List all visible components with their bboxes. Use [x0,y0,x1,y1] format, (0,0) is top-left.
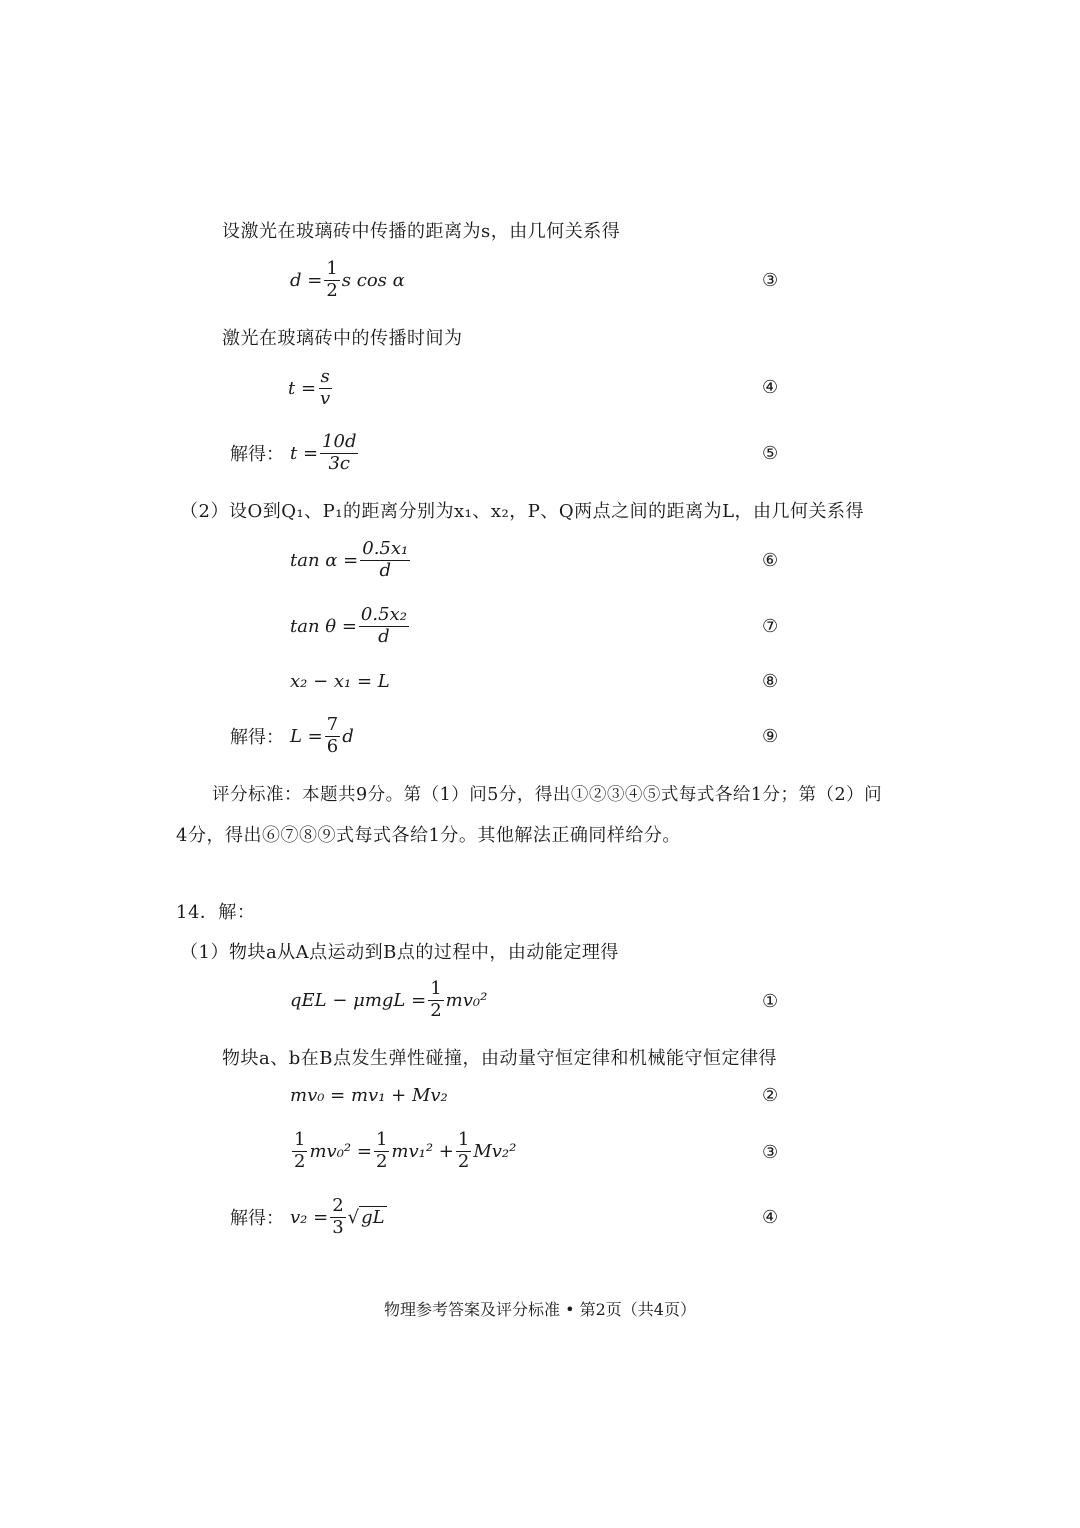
q14-equation-3-number: ③ [762,1142,779,1163]
q14-eq1-den: 2 [430,999,442,1021]
q14-eq4-num: 2 [332,1195,344,1216]
eq9-lhs: L = [290,725,323,747]
eq4-lhs: t = [288,377,317,399]
eq7-lhs: tan θ = [290,615,357,637]
eq9-den: 6 [326,735,339,757]
equation-8-number: ⑧ [762,671,779,692]
eq7-num: 0.5x₂ [360,604,407,625]
eq9-num: 7 [326,714,339,735]
q14-eq3-a-num: 1 [294,1129,306,1150]
question-14-title: 14．解： [176,902,256,923]
eq3-num: 1 [326,258,338,279]
eq4-num: s [320,366,330,387]
paragraph-distance: 设激光在玻璃砖中传播的距离为s，由几何关系得 [222,221,621,242]
q14-eq3-c-den: 2 [457,1150,470,1172]
solve-label-1: 解得： [230,444,284,466]
equation-4 [288,368,334,409]
equation-6-number: ⑥ [762,550,779,571]
q14-equation-4-number: ④ [762,1207,779,1228]
q14-equation-1-number: ① [762,991,779,1012]
q14-equation-3 [290,1131,516,1172]
scoring-line-1: 评分标准：本题共9分。第（1）问5分，得出①②③④⑤式每式各给1分；第（2）问 [212,785,883,805]
page-footer: 物理参考答案及评分标准 • 第2页（共4页） [384,1300,696,1319]
eq6-num: 0.5x₁ [362,538,409,559]
q14-eq4-den: 3 [332,1216,344,1238]
q14-eq1-lhs: qEL − μmgL = [290,989,427,1011]
scoring-line-2: 4分，得出⑥⑦⑧⑨式每式各给1分。其他解法正确同样给分。 [176,825,681,846]
equation-3 [290,260,405,301]
q14-eq2-text: mv₀ = mv₁ + Mv₂ [290,1085,448,1106]
q14-eq3-b-rest: mv₁² + [391,1140,454,1162]
equation-8 [290,671,390,692]
paragraph-time: 激光在玻璃砖中的传播时间为 [222,328,463,349]
equation-7-number: ⑦ [762,616,779,637]
q14-eq3-c-num: 1 [457,1129,470,1150]
q14-equation-2-number: ② [762,1085,779,1106]
equation-9 [230,716,354,757]
equation-4-number: ④ [762,377,779,398]
q14-equation-2 [290,1085,448,1106]
eq4-den: v [320,387,331,409]
equation-9-number: ⑨ [762,726,779,747]
eq7-den: d [378,625,390,647]
eq5-den: 3c [328,452,351,474]
question-2-intro: （2）设O到Q₁、P₁的距离分别为x₁、x₂，P、Q两点之间的距离为L，由几何关系得 [180,501,865,522]
q14-eq3-c-rest: Mv₂² [473,1140,517,1162]
eq3-den: 2 [326,279,338,301]
eq6-lhs: tan α = [290,549,359,571]
solve-label-3: 解得： [230,1208,284,1230]
q14-equation-1 [290,980,487,1021]
q14-eq3-b-den: 2 [375,1150,388,1172]
eq5-num: 10d [322,431,357,452]
q14-equation-4 [230,1197,387,1238]
eq3-rest: s cos α [341,269,405,291]
equation-7 [290,606,411,647]
q14-eq1-num: 1 [430,978,442,999]
q14-eq1-rest: mv₀² [445,989,488,1011]
question-14-collision: 物块a、b在B点发生弹性碰撞，由动量守恒定律和机械能守恒定律得 [222,1048,777,1069]
eq8-text: x₂ − x₁ = L [290,671,390,692]
equation-6 [290,540,412,581]
equation-5-number: ⑤ [762,443,779,464]
question-14-part-1: （1）物块a从A点运动到B点的过程中，由动能定理得 [180,942,619,963]
equation-3-number: ③ [762,270,779,291]
q14-eq3-b-num: 1 [375,1129,388,1150]
eq5-lhs: t = [290,442,319,464]
sqrt-sign: √ [347,1206,360,1228]
q14-eq4-root: gL [361,1207,385,1229]
eq6-den: d [379,559,392,581]
q14-eq3-a-den: 2 [294,1150,306,1172]
solve-label-2: 解得： [230,727,284,749]
q14-eq3-a-rest: mv₀² = [309,1140,372,1162]
eq9-rest: d [342,725,354,747]
q14-eq4-lhs: v₂ = [290,1206,329,1228]
eq3-lhs: d = [290,269,323,291]
equation-5 [230,433,360,474]
